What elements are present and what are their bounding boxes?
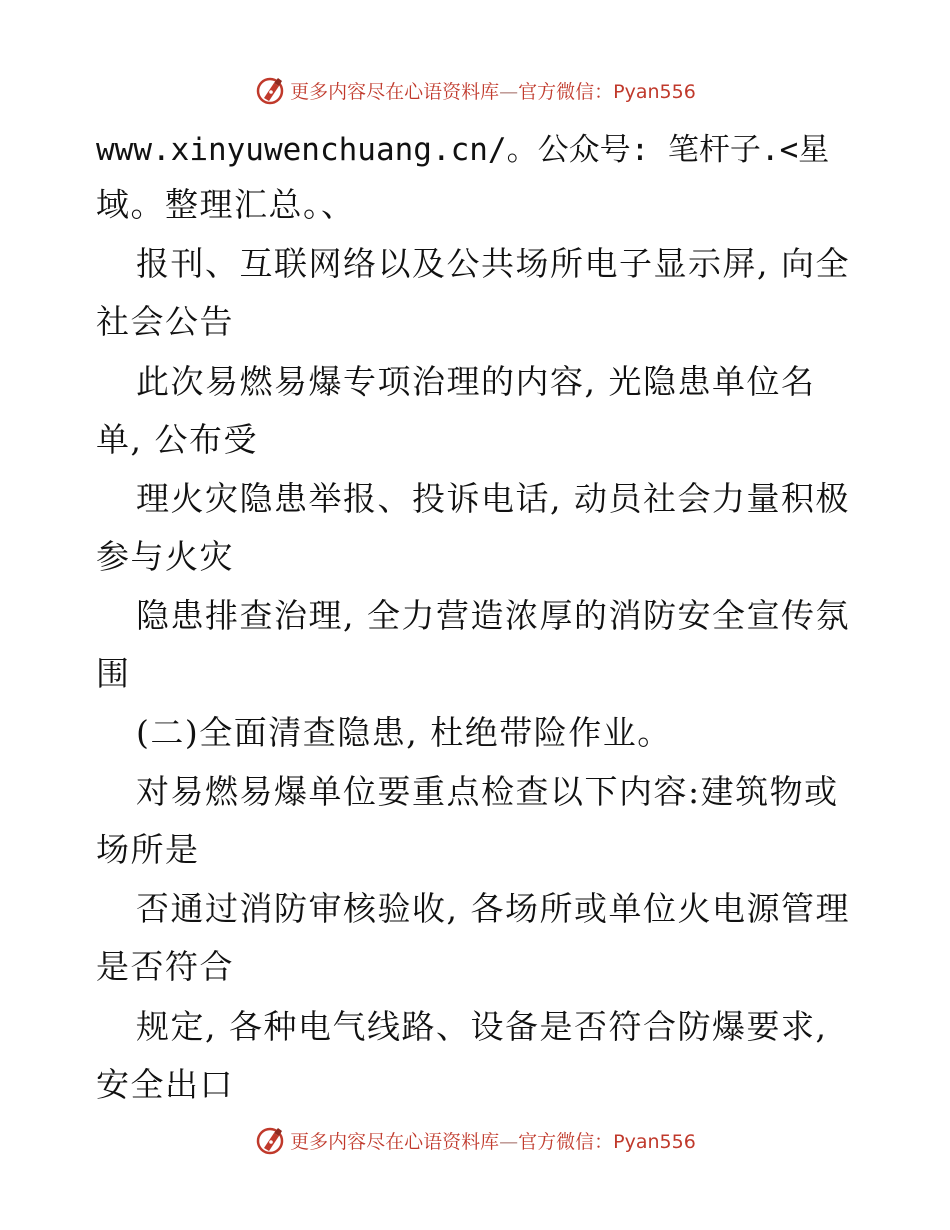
body-line: www.xinyuwenchuang.cn/。公众号: 笔杆子.<星 [96,132,830,168]
watermark-text [290,77,696,104]
pen-nib-circle-icon [254,1124,286,1156]
pen-nib-circle-icon [254,74,286,106]
watermark-separator: — [499,80,519,103]
body-line: 参与火灾 [96,537,234,576]
watermark-site-name: 更多内容尽在心语资料库 [290,1130,500,1153]
body-line: 否通过消防审核验收, 各场所或单位火电源管理 [136,889,850,928]
body-line: 安全出口 [96,1065,234,1104]
body-line: 社会公告 [96,302,234,341]
body-line: 此次易燃易爆专项治理的内容, 光隐患单位名 [136,362,816,401]
watermark-text [290,1127,696,1154]
watermark-separator: — [499,1130,519,1153]
body-line: 是否符合 [96,947,234,986]
body-line: 隐患排查治理, 全力营造浓厚的消防安全宣传氛 [136,596,850,635]
body-line: 对易燃易爆单位要重点检查以下内容:建筑物或 [136,772,839,811]
body-line: 域。整理汇总。、 [96,185,356,224]
watermark-wechat: 官方微信：Pyan556 [518,80,696,103]
watermark-site-name: 更多内容尽在心语资料库 [290,80,500,103]
body-line: 规定, 各种电气线路、设备是否符合防爆要求, [136,1007,828,1046]
watermark-wechat: 官方微信：Pyan556 [518,1130,696,1153]
body-line: 报刊、互联网络以及公共场所电子显示屏, 向全 [136,244,850,283]
body-line: (二)全面清查隐患, 杜绝带险作业。 [136,713,672,752]
footer-watermark [0,1120,950,1160]
body-line: 场所是 [96,830,200,869]
body-line: 理火灾隐患举报、投诉电话, 动员社会力量积极 [136,479,850,518]
header-watermark [0,70,950,110]
body-line: 围 [96,654,131,693]
body-line: 单, 公布受 [96,420,258,459]
